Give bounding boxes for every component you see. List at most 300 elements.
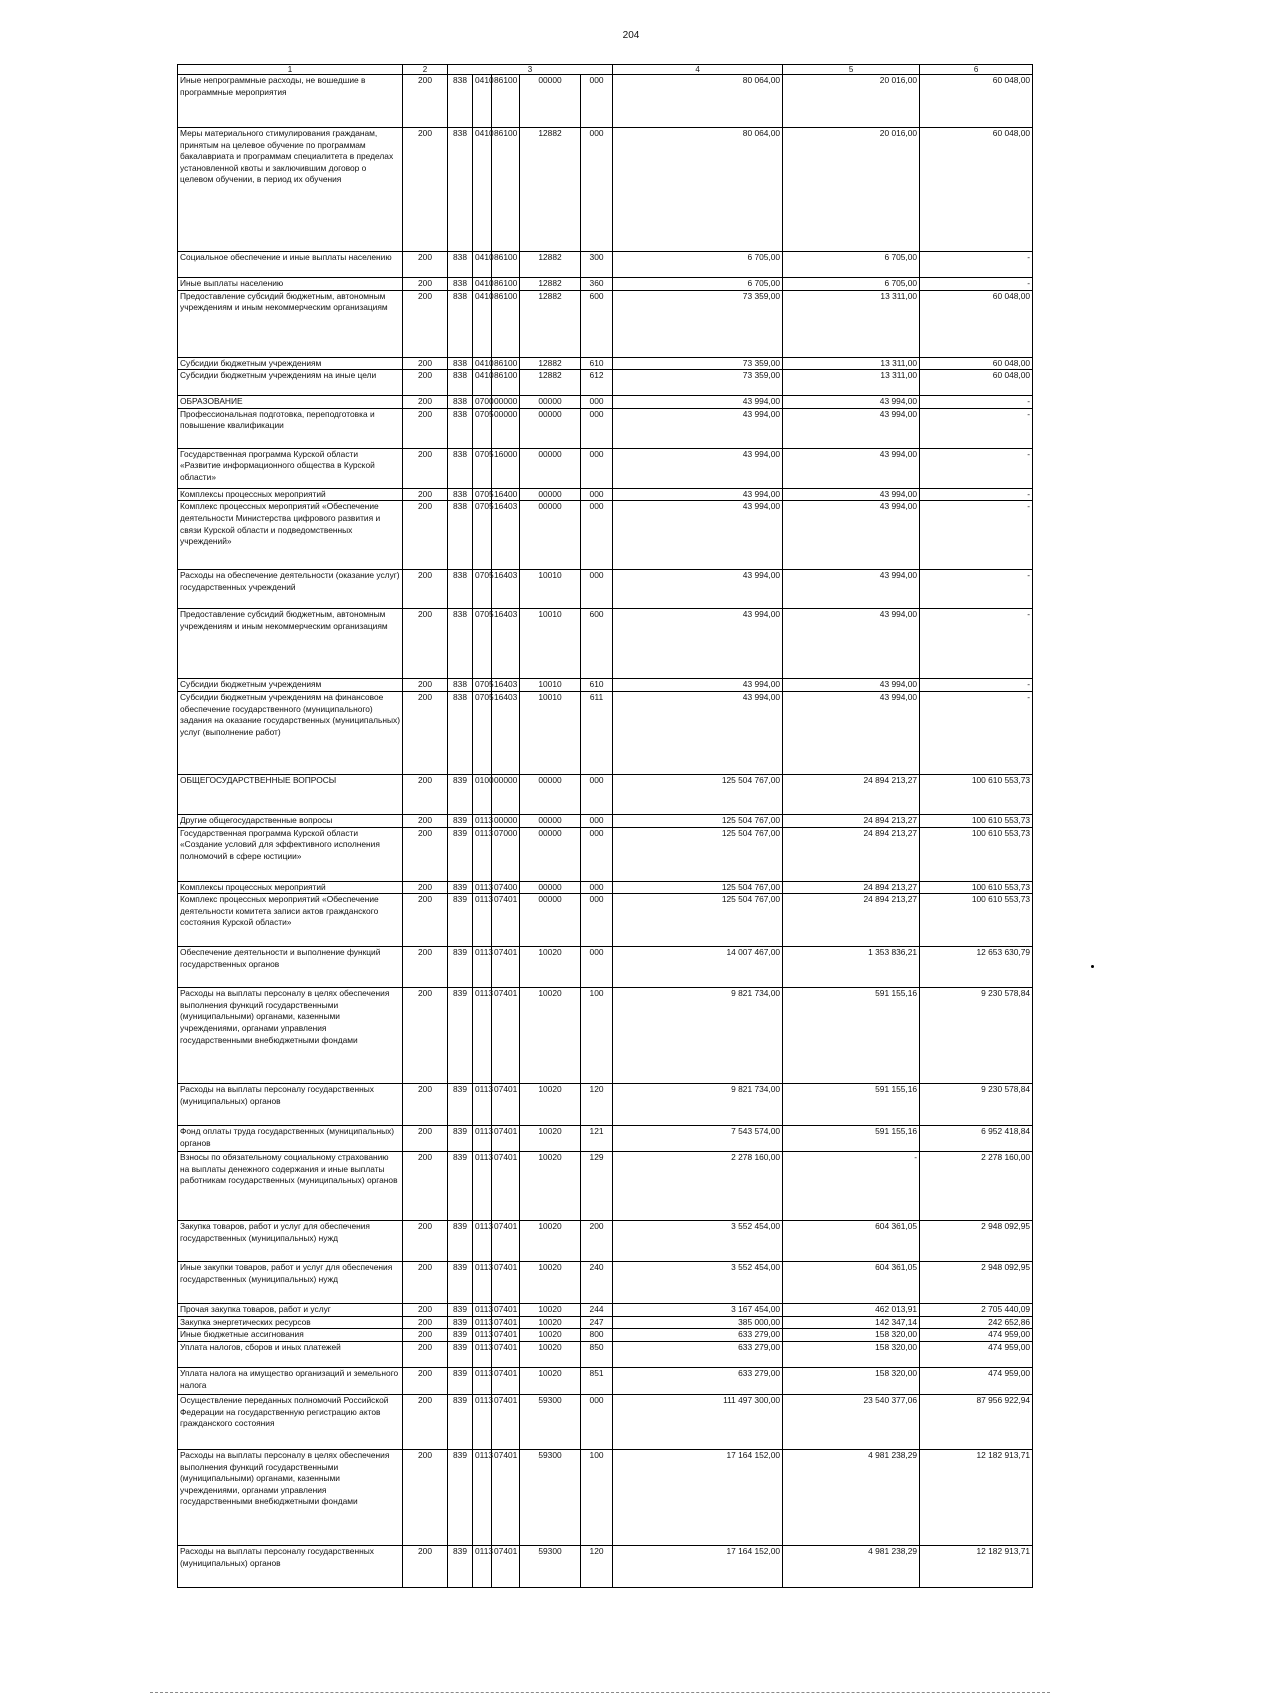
table-header-row <box>178 65 1033 75</box>
col-amount-5: 43 994,00 <box>783 691 920 774</box>
col-grbs: 838 <box>448 488 473 501</box>
col-direction: 10020 <box>520 1262 581 1304</box>
col-grbs: 839 <box>448 894 473 947</box>
table-row <box>178 1262 1033 1304</box>
col-program: 07401 <box>492 1545 520 1587</box>
col-section: 0113 <box>473 1449 492 1545</box>
header-col-3: 3 <box>448 65 613 75</box>
col-section: 0113 <box>473 1329 492 1342</box>
table-row <box>178 370 1033 396</box>
col-section: 0705 <box>473 501 492 570</box>
col-code: 200 <box>403 679 448 692</box>
row-description: Расходы на выплаты персоналу в целях обеспечения выполнения функций государственными (муниципальными) органами, казенными учреждениями, органами управления государственными внебюджетными фондами <box>178 988 403 1084</box>
col-amount-6: 87 956 922,94 <box>920 1394 1033 1449</box>
col-program: 07401 <box>492 1221 520 1262</box>
col-code: 200 <box>403 894 448 947</box>
col-section: 0705 <box>473 408 492 448</box>
col-amount-4: 2 278 160,00 <box>613 1152 783 1221</box>
col-direction: 10020 <box>520 1367 581 1394</box>
col-program: 07401 <box>492 1084 520 1126</box>
row-description: Другие общегосударственные вопросы <box>178 814 403 827</box>
col-expense-type: 850 <box>581 1341 613 1367</box>
row-description: Субсидии бюджетным учреждениям <box>178 357 403 370</box>
col-expense-type: 120 <box>581 1545 613 1587</box>
col-amount-6: 12 182 913,71 <box>920 1545 1033 1587</box>
col-grbs: 839 <box>448 1221 473 1262</box>
col-code: 200 <box>403 827 448 881</box>
col-section: 0113 <box>473 1084 492 1126</box>
col-amount-6: - <box>920 691 1033 774</box>
col-section: 0113 <box>473 1394 492 1449</box>
row-description: Комплекс процессных мероприятий «Обеспечение деятельности Министерства цифрового развития и связи Курской области и подведомственных учреждений» <box>178 501 403 570</box>
col-expense-type: 610 <box>581 357 613 370</box>
col-direction: 00000 <box>520 488 581 501</box>
col-code: 200 <box>403 75 448 128</box>
col-grbs: 839 <box>448 1304 473 1317</box>
row-description: Закупка товаров, работ и услуг для обеспечения государственных (муниципальных) нужд <box>178 1221 403 1262</box>
col-program: 86100 <box>492 252 520 278</box>
row-description: Взносы по обязательному социальному страхованию на выплаты денежного содержания и иные выплаты работникам государственных (муниципальных) органов <box>178 1152 403 1221</box>
col-section: 0410 <box>473 290 492 357</box>
col-grbs: 839 <box>448 1394 473 1449</box>
col-section: 0113 <box>473 1304 492 1317</box>
table-row <box>178 252 1033 278</box>
col-amount-5: 23 540 377,06 <box>783 1394 920 1449</box>
table-row <box>178 1341 1033 1367</box>
col-amount-4: 73 359,00 <box>613 357 783 370</box>
col-program: 07401 <box>492 947 520 988</box>
col-direction: 00000 <box>520 408 581 448</box>
col-amount-5: 24 894 213,27 <box>783 894 920 947</box>
row-description: Уплата налогов, сборов и иных платежей <box>178 1341 403 1367</box>
col-expense-type: 600 <box>581 290 613 357</box>
col-grbs: 839 <box>448 1449 473 1545</box>
col-amount-4: 3 167 454,00 <box>613 1304 783 1317</box>
col-code: 200 <box>403 1304 448 1317</box>
col-program: 16400 <box>492 488 520 501</box>
col-amount-5: 6 705,00 <box>783 252 920 278</box>
col-code: 200 <box>403 1221 448 1262</box>
col-program: 86100 <box>492 357 520 370</box>
col-grbs: 838 <box>448 609 473 679</box>
col-expense-type: 000 <box>581 894 613 947</box>
row-description: Предоставление субсидий бюджетным, автономным учреждениям и иным некоммерческим организациям <box>178 290 403 357</box>
col-amount-5: 43 994,00 <box>783 570 920 609</box>
col-amount-4: 6 705,00 <box>613 252 783 278</box>
col-expense-type: 600 <box>581 609 613 679</box>
col-section: 0410 <box>473 252 492 278</box>
col-amount-5: 158 320,00 <box>783 1341 920 1367</box>
col-expense-type: 000 <box>581 881 613 894</box>
col-amount-4: 73 359,00 <box>613 370 783 396</box>
col-amount-4: 9 821 734,00 <box>613 988 783 1084</box>
col-amount-5: 24 894 213,27 <box>783 774 920 814</box>
table-row <box>178 75 1033 128</box>
col-section: 0705 <box>473 448 492 488</box>
col-section: 0410 <box>473 357 492 370</box>
col-code: 200 <box>403 1545 448 1587</box>
col-program: 00000 <box>492 774 520 814</box>
col-program: 86100 <box>492 370 520 396</box>
row-description: Уплата налога на имущество организаций и земельного налога <box>178 1367 403 1394</box>
col-amount-5: - <box>783 1152 920 1221</box>
header-col-2: 2 <box>403 65 448 75</box>
col-amount-5: 24 894 213,27 <box>783 881 920 894</box>
row-description: Социальное обеспечение и иные выплаты населению <box>178 252 403 278</box>
col-program: 07401 <box>492 1126 520 1152</box>
col-program: 07401 <box>492 1304 520 1317</box>
col-amount-5: 158 320,00 <box>783 1367 920 1394</box>
table-row <box>178 396 1033 409</box>
row-description: Иные бюджетные ассигнования <box>178 1329 403 1342</box>
col-program: 07400 <box>492 881 520 894</box>
col-amount-5: 591 155,16 <box>783 988 920 1084</box>
col-amount-4: 3 552 454,00 <box>613 1262 783 1304</box>
col-amount-4: 3 552 454,00 <box>613 1221 783 1262</box>
table-row <box>178 1545 1033 1587</box>
header-col-4: 4 <box>613 65 783 75</box>
col-amount-5: 43 994,00 <box>783 501 920 570</box>
col-code: 200 <box>403 128 448 252</box>
col-expense-type: 000 <box>581 448 613 488</box>
col-grbs: 839 <box>448 1341 473 1367</box>
col-direction: 10020 <box>520 988 581 1084</box>
col-direction: 10020 <box>520 1126 581 1152</box>
col-grbs: 839 <box>448 1367 473 1394</box>
col-direction: 10020 <box>520 1084 581 1126</box>
col-grbs: 839 <box>448 1545 473 1587</box>
col-amount-5: 604 361,05 <box>783 1262 920 1304</box>
col-amount-6: 60 048,00 <box>920 75 1033 128</box>
row-description: Субсидии бюджетным учреждениям на иные цели <box>178 370 403 396</box>
col-expense-type: 100 <box>581 1449 613 1545</box>
col-amount-5: 43 994,00 <box>783 679 920 692</box>
col-program: 07401 <box>492 894 520 947</box>
col-code: 200 <box>403 1084 448 1126</box>
col-direction: 10010 <box>520 679 581 692</box>
table-row <box>178 814 1033 827</box>
col-code: 200 <box>403 814 448 827</box>
col-grbs: 839 <box>448 1152 473 1221</box>
header-col-5: 5 <box>783 65 920 75</box>
col-code: 200 <box>403 448 448 488</box>
col-code: 200 <box>403 501 448 570</box>
col-program: 07401 <box>492 1341 520 1367</box>
col-code: 200 <box>403 1316 448 1329</box>
col-code: 200 <box>403 609 448 679</box>
col-amount-4: 633 279,00 <box>613 1329 783 1342</box>
col-expense-type: 247 <box>581 1316 613 1329</box>
col-direction: 00000 <box>520 827 581 881</box>
col-direction: 00000 <box>520 501 581 570</box>
col-amount-6: 100 610 553,73 <box>920 894 1033 947</box>
col-amount-4: 73 359,00 <box>613 290 783 357</box>
col-grbs: 838 <box>448 679 473 692</box>
col-amount-4: 43 994,00 <box>613 488 783 501</box>
col-section: 0113 <box>473 881 492 894</box>
table-row <box>178 1084 1033 1126</box>
table-row <box>178 679 1033 692</box>
row-description: Субсидии бюджетным учреждениям на финансовое обеспечение государственного (муниципального) задания на оказание государственных (муниципальных) услуг (выполнение работ) <box>178 691 403 774</box>
col-program: 00000 <box>492 396 520 409</box>
row-description: Осуществление переданных полномочий Российской Федерации на государственную регистрацию актов гражданского состояния <box>178 1394 403 1449</box>
col-direction: 10010 <box>520 691 581 774</box>
col-section: 0100 <box>473 774 492 814</box>
row-description: Субсидии бюджетным учреждениям <box>178 679 403 692</box>
col-amount-5: 591 155,16 <box>783 1084 920 1126</box>
row-description: Государственная программа Курской области «Развитие информационного общества в Курской области» <box>178 448 403 488</box>
col-section: 0113 <box>473 814 492 827</box>
col-grbs: 838 <box>448 448 473 488</box>
table-row <box>178 448 1033 488</box>
col-amount-6: - <box>920 679 1033 692</box>
col-expense-type: 000 <box>581 396 613 409</box>
col-amount-4: 6 705,00 <box>613 278 783 291</box>
row-description: Государственная программа Курской области «Создание условий для эффективного исполнения полномочий в сфере юстиции» <box>178 827 403 881</box>
scan-speck <box>1091 965 1094 968</box>
col-amount-4: 9 821 734,00 <box>613 1084 783 1126</box>
col-program: 16403 <box>492 609 520 679</box>
col-code: 200 <box>403 1152 448 1221</box>
col-amount-5: 1 353 836,21 <box>783 947 920 988</box>
col-amount-5: 4 981 238,29 <box>783 1449 920 1545</box>
col-amount-6: - <box>920 501 1033 570</box>
col-program: 07000 <box>492 827 520 881</box>
col-expense-type: 000 <box>581 570 613 609</box>
table-row <box>178 501 1033 570</box>
col-program: 07401 <box>492 988 520 1084</box>
col-amount-6: - <box>920 570 1033 609</box>
table-row <box>178 1394 1033 1449</box>
row-description: Обеспечение деятельности и выполнение функций государственных органов <box>178 947 403 988</box>
col-expense-type: 300 <box>581 252 613 278</box>
col-amount-6: - <box>920 278 1033 291</box>
col-section: 0113 <box>473 947 492 988</box>
col-direction: 10020 <box>520 1316 581 1329</box>
col-direction: 10020 <box>520 947 581 988</box>
col-amount-5: 43 994,00 <box>783 408 920 448</box>
row-description: ОБРАЗОВАНИЕ <box>178 396 403 409</box>
col-amount-6: 60 048,00 <box>920 357 1033 370</box>
col-grbs: 839 <box>448 827 473 881</box>
col-amount-5: 20 016,00 <box>783 75 920 128</box>
col-section: 0705 <box>473 679 492 692</box>
col-amount-4: 125 504 767,00 <box>613 894 783 947</box>
col-amount-6: 242 652,86 <box>920 1316 1033 1329</box>
col-amount-6: 12 653 630,79 <box>920 947 1033 988</box>
col-section: 0705 <box>473 609 492 679</box>
col-section: 0113 <box>473 1316 492 1329</box>
col-direction: 59300 <box>520 1449 581 1545</box>
table-row <box>178 408 1033 448</box>
col-section: 0113 <box>473 827 492 881</box>
col-amount-4: 43 994,00 <box>613 396 783 409</box>
col-amount-5: 142 347,14 <box>783 1316 920 1329</box>
row-description: Расходы на выплаты персоналу государственных (муниципальных) органов <box>178 1084 403 1126</box>
col-amount-5: 6 705,00 <box>783 278 920 291</box>
row-description: Расходы на выплаты персоналу государственных (муниципальных) органов <box>178 1545 403 1587</box>
col-amount-4: 80 064,00 <box>613 128 783 252</box>
col-section: 0410 <box>473 370 492 396</box>
col-expense-type: 120 <box>581 1084 613 1126</box>
col-expense-type: 000 <box>581 408 613 448</box>
col-grbs: 839 <box>448 774 473 814</box>
row-description: Иные закупки товаров, работ и услуг для обеспечения государственных (муниципальных) нужд <box>178 1262 403 1304</box>
row-description: Меры материального стимулирования гражданам, принятым на целевое обучение по программам бакалавриата и программам специалитета в пределах установленной квоты и заключившим договор о целевом обучении, в период их обучения <box>178 128 403 252</box>
col-program: 16000 <box>492 448 520 488</box>
row-description: Расходы на выплаты персоналу в целях обеспечения выполнения функций государственными (муниципальными) органами, казенными учреждениями, органами управления государственными внебюджетными фондами <box>178 1449 403 1545</box>
col-direction: 10020 <box>520 1304 581 1317</box>
table-row <box>178 278 1033 291</box>
col-code: 200 <box>403 408 448 448</box>
col-program: 07401 <box>492 1152 520 1221</box>
col-direction: 12882 <box>520 357 581 370</box>
col-program: 07401 <box>492 1367 520 1394</box>
col-grbs: 838 <box>448 370 473 396</box>
col-direction: 12882 <box>520 370 581 396</box>
col-amount-5: 604 361,05 <box>783 1221 920 1262</box>
col-section: 0113 <box>473 1545 492 1587</box>
col-amount-4: 43 994,00 <box>613 501 783 570</box>
col-section: 0113 <box>473 1221 492 1262</box>
col-expense-type: 200 <box>581 1221 613 1262</box>
col-grbs: 838 <box>448 128 473 252</box>
table-row <box>178 988 1033 1084</box>
col-direction: 00000 <box>520 448 581 488</box>
col-grbs: 839 <box>448 947 473 988</box>
col-program: 86100 <box>492 290 520 357</box>
col-expense-type: 000 <box>581 814 613 827</box>
col-section: 0113 <box>473 988 492 1084</box>
col-amount-5: 4 981 238,29 <box>783 1545 920 1587</box>
col-amount-6: 474 959,00 <box>920 1367 1033 1394</box>
col-amount-5: 43 994,00 <box>783 448 920 488</box>
table-row <box>178 1329 1033 1342</box>
col-section: 0113 <box>473 1152 492 1221</box>
col-direction: 12882 <box>520 252 581 278</box>
col-code: 200 <box>403 1367 448 1394</box>
col-amount-4: 43 994,00 <box>613 408 783 448</box>
col-amount-6: 9 230 578,84 <box>920 988 1033 1084</box>
col-section: 0705 <box>473 570 492 609</box>
col-amount-5: 13 311,00 <box>783 370 920 396</box>
col-amount-4: 43 994,00 <box>613 679 783 692</box>
col-code: 200 <box>403 1126 448 1152</box>
col-program: 07401 <box>492 1329 520 1342</box>
col-amount-4: 125 504 767,00 <box>613 814 783 827</box>
col-amount-6: 100 610 553,73 <box>920 881 1033 894</box>
col-grbs: 839 <box>448 1316 473 1329</box>
col-amount-6: 474 959,00 <box>920 1329 1033 1342</box>
col-amount-4: 17 164 152,00 <box>613 1449 783 1545</box>
col-amount-5: 13 311,00 <box>783 290 920 357</box>
col-program: 16403 <box>492 679 520 692</box>
col-amount-4: 111 497 300,00 <box>613 1394 783 1449</box>
row-description: Иные выплаты населению <box>178 278 403 291</box>
col-code: 200 <box>403 774 448 814</box>
col-program: 86100 <box>492 75 520 128</box>
col-code: 200 <box>403 947 448 988</box>
col-expense-type: 244 <box>581 1304 613 1317</box>
col-grbs: 838 <box>448 570 473 609</box>
col-direction: 00000 <box>520 814 581 827</box>
col-amount-6: 2 948 092,95 <box>920 1221 1033 1262</box>
table-row <box>178 881 1033 894</box>
col-amount-4: 14 007 467,00 <box>613 947 783 988</box>
col-expense-type: 612 <box>581 370 613 396</box>
page-number: 204 <box>622 30 640 41</box>
col-amount-5: 591 155,16 <box>783 1126 920 1152</box>
col-program: 16403 <box>492 570 520 609</box>
col-section: 0410 <box>473 75 492 128</box>
col-program: 00000 <box>492 408 520 448</box>
table-row <box>178 894 1033 947</box>
col-direction: 12882 <box>520 290 581 357</box>
col-code: 200 <box>403 988 448 1084</box>
col-amount-4: 125 504 767,00 <box>613 774 783 814</box>
col-expense-type: 800 <box>581 1329 613 1342</box>
col-program: 16403 <box>492 501 520 570</box>
col-grbs: 839 <box>448 988 473 1084</box>
col-amount-6: 6 952 418,84 <box>920 1126 1033 1152</box>
col-amount-4: 17 164 152,00 <box>613 1545 783 1587</box>
col-program: 00000 <box>492 814 520 827</box>
col-amount-5: 24 894 213,27 <box>783 814 920 827</box>
table-row <box>178 947 1033 988</box>
col-grbs: 838 <box>448 252 473 278</box>
col-section: 0113 <box>473 1262 492 1304</box>
col-section: 0113 <box>473 1367 492 1394</box>
col-direction: 12882 <box>520 278 581 291</box>
col-section: 0705 <box>473 488 492 501</box>
row-description: Прочая закупка товаров, работ и услуг <box>178 1304 403 1317</box>
col-amount-5: 43 994,00 <box>783 396 920 409</box>
table-row <box>178 1316 1033 1329</box>
col-grbs: 838 <box>448 357 473 370</box>
col-expense-type: 851 <box>581 1367 613 1394</box>
table-row <box>178 570 1033 609</box>
col-code: 200 <box>403 290 448 357</box>
col-expense-type: 000 <box>581 1394 613 1449</box>
budget-table <box>177 64 1033 1588</box>
col-grbs: 839 <box>448 1262 473 1304</box>
table-row <box>178 1152 1033 1221</box>
col-amount-6: - <box>920 609 1033 679</box>
table-row <box>178 290 1033 357</box>
col-amount-4: 43 994,00 <box>613 691 783 774</box>
row-description: Предоставление субсидий бюджетным, автономным учреждениям и иным некоммерческим организациям <box>178 609 403 679</box>
col-direction: 59300 <box>520 1545 581 1587</box>
col-expense-type: 129 <box>581 1152 613 1221</box>
col-amount-4: 43 994,00 <box>613 609 783 679</box>
col-section: 0113 <box>473 1341 492 1367</box>
col-direction: 00000 <box>520 774 581 814</box>
col-code: 200 <box>403 252 448 278</box>
col-section: 0700 <box>473 396 492 409</box>
col-amount-6: 2 948 092,95 <box>920 1262 1033 1304</box>
col-code: 200 <box>403 1394 448 1449</box>
col-direction: 10020 <box>520 1221 581 1262</box>
col-direction: 10020 <box>520 1329 581 1342</box>
header-col-6: 6 <box>920 65 1033 75</box>
col-amount-5: 20 016,00 <box>783 128 920 252</box>
table-row <box>178 128 1033 252</box>
col-expense-type: 611 <box>581 691 613 774</box>
col-direction: 00000 <box>520 881 581 894</box>
col-amount-5: 462 013,91 <box>783 1304 920 1317</box>
col-amount-6: - <box>920 448 1033 488</box>
col-grbs: 838 <box>448 278 473 291</box>
